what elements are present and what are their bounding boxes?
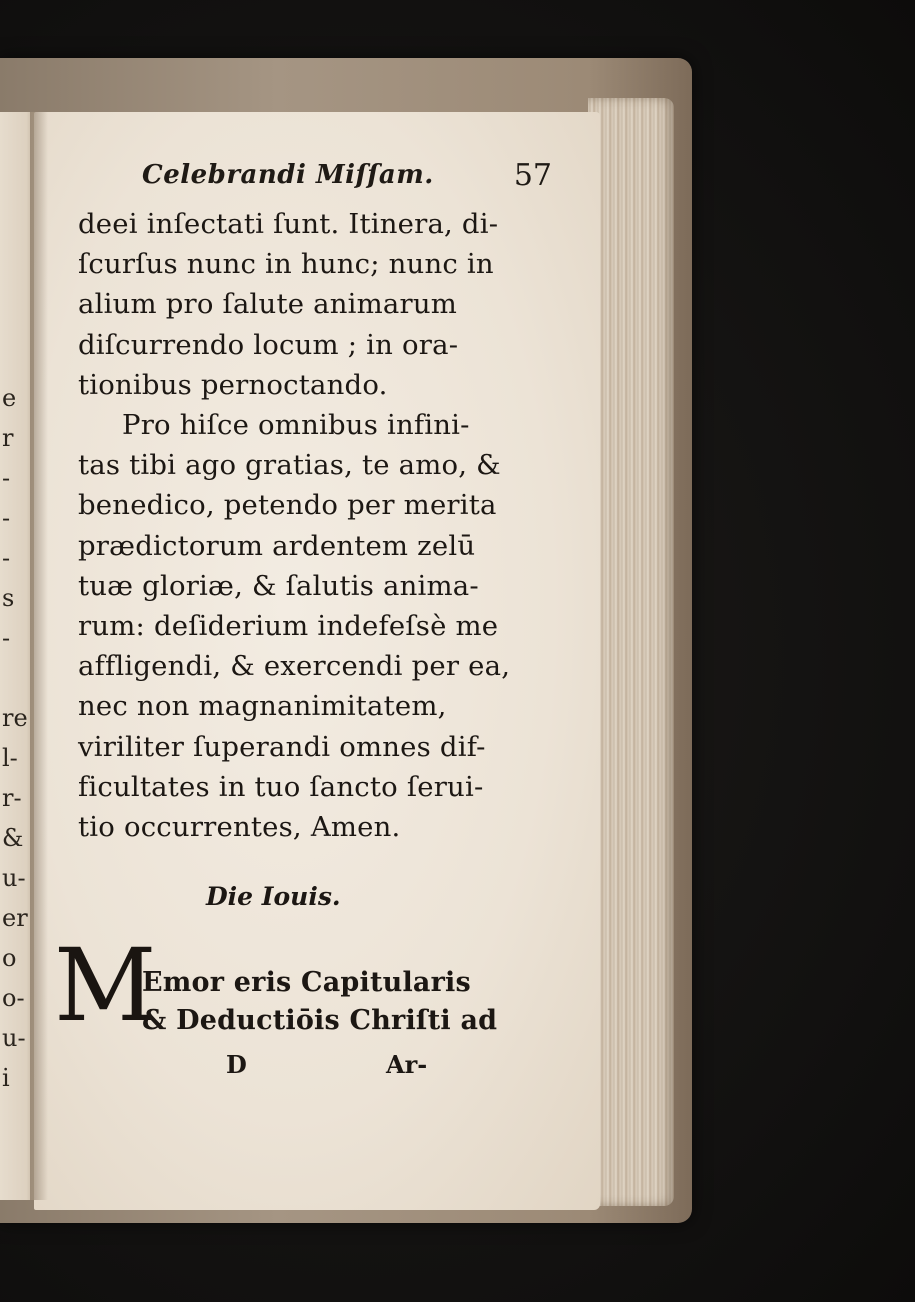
text-line: ficultates in tuo ſancto ſerui- bbox=[78, 770, 484, 803]
body-text bbox=[78, 204, 518, 847]
signature-mark: D bbox=[226, 1050, 247, 1079]
catchword: Ar- bbox=[386, 1050, 428, 1079]
text-line: tuæ gloriæ, & ſalutis anima- bbox=[78, 569, 479, 602]
text-line: nec non magnanimitatem, bbox=[78, 690, 447, 723]
text-line: tio occurrentes, Amen. bbox=[78, 811, 401, 844]
left-page-fragment: re bbox=[2, 704, 28, 732]
text-line: tas tibi ago gratias, te amo, & bbox=[78, 449, 501, 482]
drop-cap: M bbox=[54, 927, 157, 1044]
left-page-fragment: - bbox=[2, 544, 11, 572]
page-number: 57 bbox=[513, 158, 552, 193]
text-line: rum: deſiderium indefeſsè me bbox=[78, 610, 499, 643]
left-page-fragment: u- bbox=[2, 864, 26, 892]
text-line: Pro hiſce omnibus infini- bbox=[122, 409, 470, 442]
text-line: viriliter ſuperandi omnes dif- bbox=[78, 730, 486, 763]
left-page-fragment: - bbox=[2, 624, 11, 652]
left-page-fragment: o bbox=[2, 944, 17, 972]
left-page-fragment: u- bbox=[2, 1024, 26, 1052]
left-page-fragment: - bbox=[2, 464, 11, 492]
left-page-fragment: er bbox=[2, 904, 28, 932]
running-head-title: Celebrandi Miſſam. bbox=[142, 160, 434, 190]
left-page-fragment: & bbox=[2, 824, 24, 852]
page-edges bbox=[588, 98, 674, 1206]
left-page-fragment: i bbox=[2, 1064, 10, 1092]
text-line: alium pro ſalute animarum bbox=[78, 288, 458, 321]
gutter-shadow bbox=[30, 112, 48, 1200]
running-head bbox=[142, 160, 562, 200]
left-page-fragment: r bbox=[2, 424, 14, 452]
left-page-fragment: r- bbox=[2, 784, 22, 812]
text-line: ſcurſus nunc in hunc; nunc in bbox=[78, 248, 494, 281]
left-page-fragment: - bbox=[2, 504, 11, 532]
text-line: tionibus pernoctando. bbox=[78, 368, 388, 401]
left-page-fragment: e bbox=[2, 384, 17, 412]
left-page-fragment: o- bbox=[2, 984, 25, 1012]
text-line: prædictorum ardentem zelū bbox=[78, 529, 476, 562]
text-line: deei inſectati ſunt. Itinera, di- bbox=[78, 208, 499, 240]
text-line: & Deductiōis Chriſti ad bbox=[142, 1005, 498, 1036]
text-line: Emor eris Capitularis bbox=[142, 967, 471, 998]
left-page-fragment: l- bbox=[2, 744, 18, 772]
book-page bbox=[34, 112, 600, 1210]
cap-text bbox=[142, 964, 522, 1040]
text-line: affligendi, & exercendi per ea, bbox=[78, 650, 511, 683]
section-heading: Die Iouis. bbox=[206, 882, 341, 911]
text-line: benedico, petendo per merita bbox=[78, 489, 497, 522]
left-page-fragment: s bbox=[2, 584, 15, 612]
text-line: diſcurrendo locum ; in ora- bbox=[78, 328, 459, 361]
